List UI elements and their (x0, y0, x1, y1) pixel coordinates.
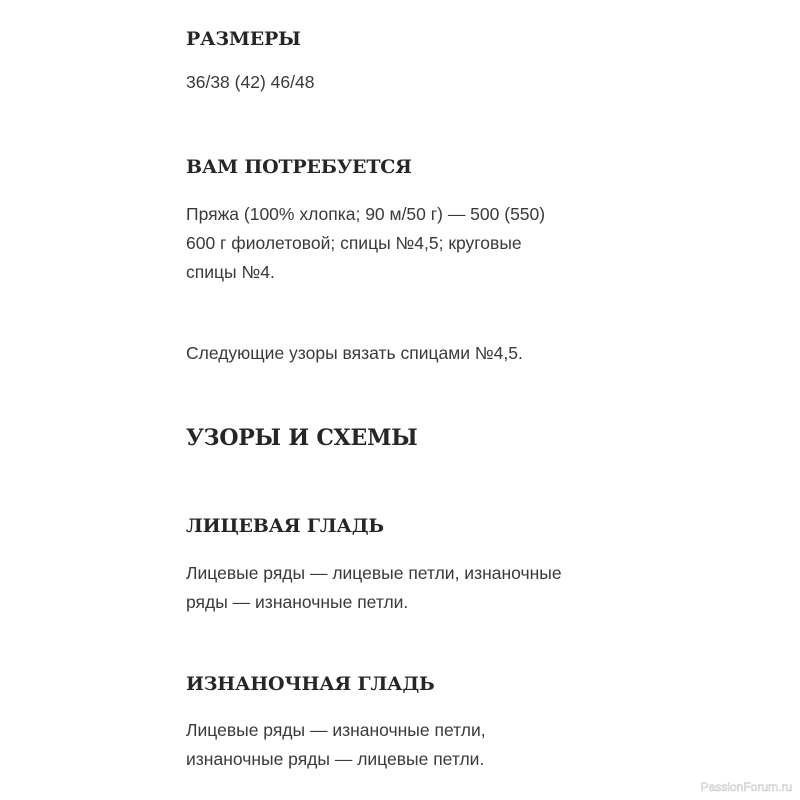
heading-reverse-stockinette: ИЗНАНОЧНАЯ ГЛАДЬ (186, 673, 435, 695)
stockinette-line-2: ряды — изнаночные петли. (186, 592, 409, 612)
materials-line-3: спицы №4. (186, 262, 275, 282)
reverse-stockinette-line-2: изнаночные ряды — лицевые петли. (186, 749, 485, 769)
sizes-text: 36/38 (42) 46/48 (186, 72, 315, 92)
heading-stockinette: ЛИЦЕВАЯ ГЛАДЬ (186, 515, 384, 537)
heading-materials: ВАМ ПОТРЕБУЕТСЯ (186, 156, 412, 178)
needles-note: Следующие узоры вязать спицами №4,5. (186, 343, 523, 363)
reverse-stockinette-line-1: Лицевые ряды — изнаночные петли, (186, 720, 486, 740)
stockinette-line-1: Лицевые ряды — лицевые петли, изнаночные (186, 563, 562, 583)
watermark: PassionForum.ru (700, 780, 792, 794)
heading-patterns: УЗОРЫ И СХЕМЫ (186, 425, 418, 451)
materials-line-1: Пряжа (100% хлопка; 90 м/50 г) — 500 (550) (186, 204, 546, 224)
heading-sizes: РАЗМЕРЫ (186, 28, 301, 50)
materials-line-2: 600 г фиолетовой; спицы №4,5; круговые (186, 233, 522, 253)
